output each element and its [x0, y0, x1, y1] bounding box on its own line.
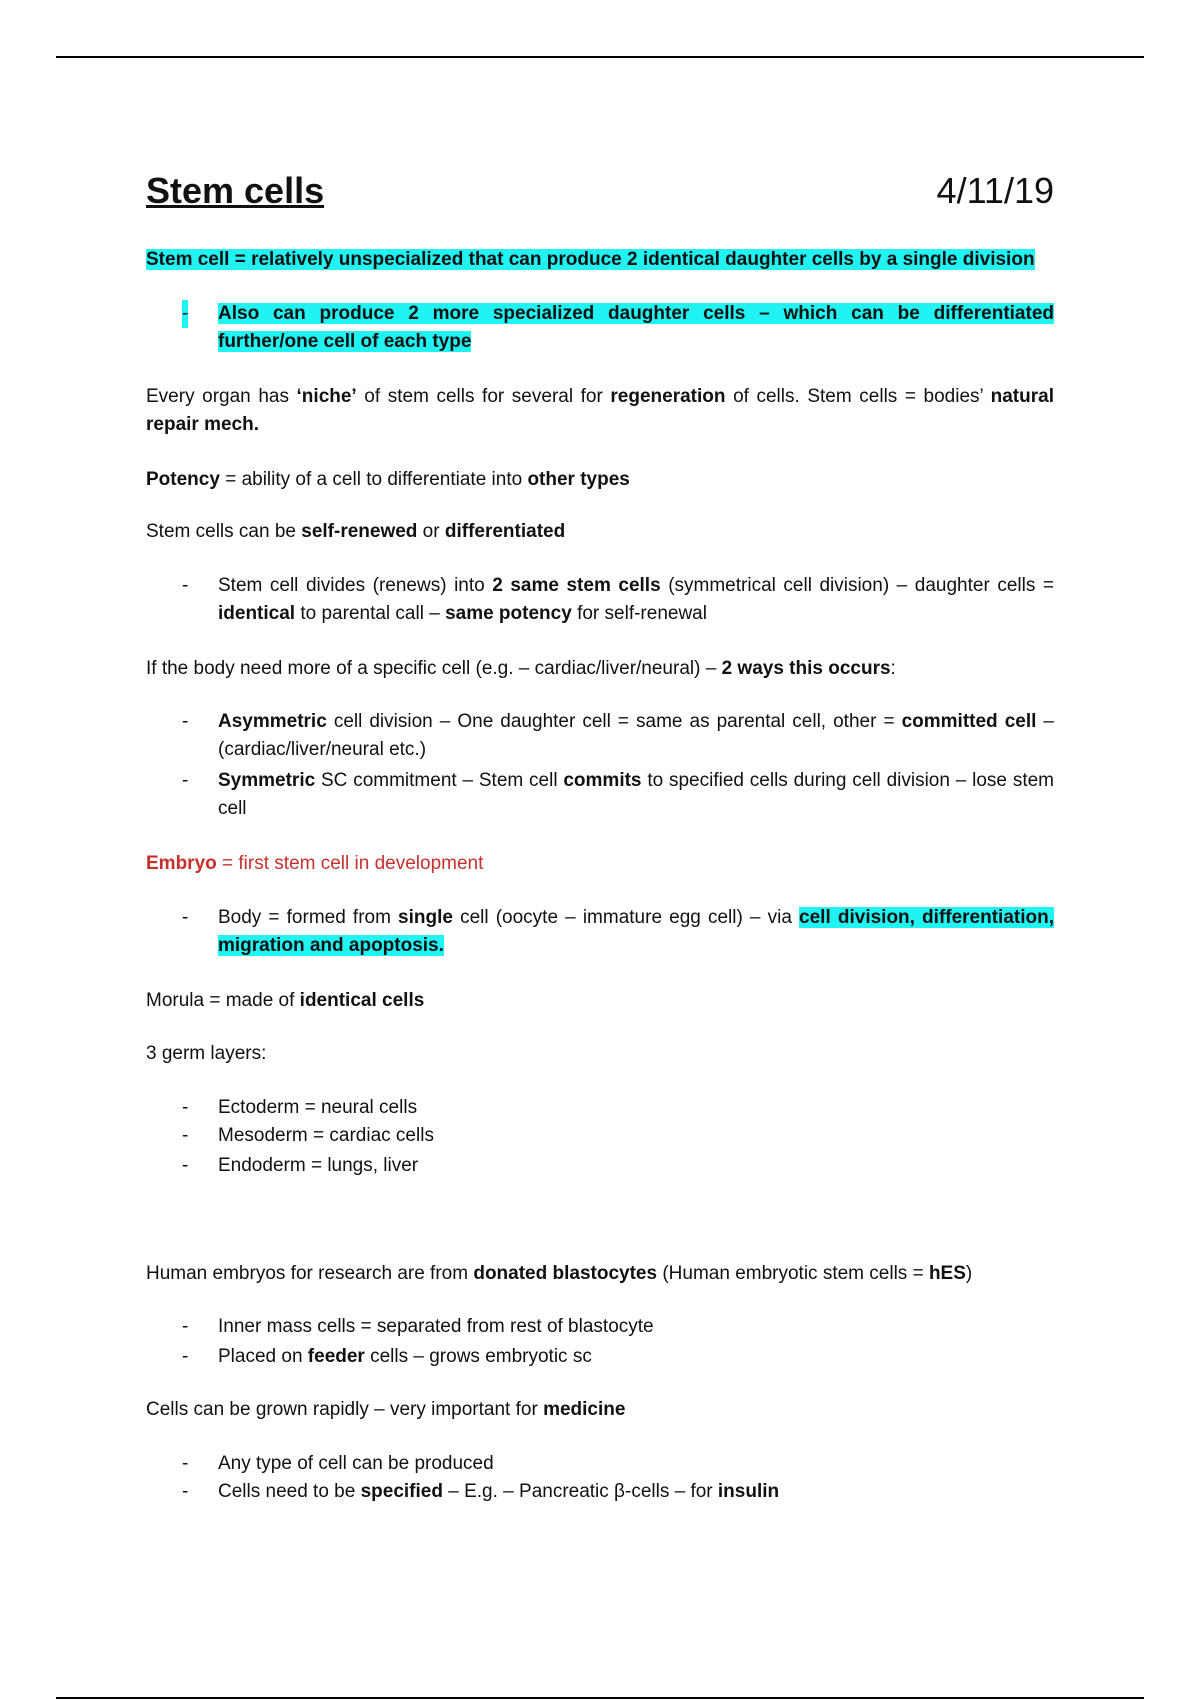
feeder-item: - Placed on feeder cells – grows embryotic sc [218, 1343, 1054, 1371]
bullet-dash: - [182, 1125, 189, 1146]
endoderm-item: - Endoderm = lungs, liver [218, 1152, 1054, 1180]
definition-paragraph: Stem cell = relatively unspecialized that can produce 2 identical daughter cells by a single division [146, 249, 1035, 270]
definition-bullet: - Also can produce 2 more specialized daughter cells – which can be differentiated further/one cell of each type [218, 300, 1054, 356]
mesoderm-item: - Mesoderm = cardiac cells [218, 1122, 1054, 1150]
bullet-dash: - [182, 1453, 189, 1474]
asymmetric-bullet: - Asymmetric cell division – One daughter cell = same as parental cell, other = committed cell – (cardiac/liver/neural etc.) [218, 708, 1054, 764]
symmetric-bullet: - Symmetric SC commitment – Stem cell commits to specified cells during cell division – lose stem cell [218, 767, 1054, 823]
bullet-dash: - [182, 300, 188, 328]
bullet-dash: - [182, 1481, 189, 1502]
potency-paragraph: Potency = ability of a cell to differentiate into other types [146, 469, 630, 490]
bullet-dash: - [182, 1097, 189, 1118]
niche-paragraph: Every organ has ‘niche’ of stem cells for several for regeneration of cells. Stem cells = bodies’ natural repair mech. [146, 386, 1054, 435]
renew-bullet: - Stem cell divides (renews) into 2 same stem cells (symmetrical cell division) – daughter cells = identical to parental call – same potency for self-renewal [218, 572, 1054, 628]
body-bullet: - Body = formed from single cell (oocyte – immature egg cell) – via cell division, differentiation, migration and apoptosis. [218, 904, 1054, 960]
title-row [146, 170, 1054, 220]
bullet-dash: - [182, 1155, 189, 1176]
bullet-dash: - [182, 770, 189, 791]
top-rule [56, 56, 1144, 58]
page-date: 4/11/19 [936, 170, 1054, 211]
bottom-rule [56, 1697, 1144, 1699]
embryo-paragraph: Embryo = first stem cell in development [146, 853, 484, 874]
page-title: Stem cells [146, 170, 325, 211]
ectoderm-item: - Ectoderm = neural cells [218, 1094, 1054, 1122]
grown-paragraph: Cells can be grown rapidly – very important for medicine [146, 1399, 626, 1420]
bullet-dash: - [182, 907, 189, 928]
germ-layers-heading: 3 germ layers: [146, 1043, 267, 1064]
any-type-item: - Any type of cell can be produced [218, 1450, 1054, 1478]
bullet-dash: - [182, 1316, 189, 1337]
self-renew-paragraph: Stem cells can be self-renewed or differentiated [146, 521, 566, 542]
bullet-dash: - [182, 711, 189, 732]
bullet-dash: - [182, 1346, 189, 1367]
specified-item: - Cells need to be specified – E.g. – Pancreatic β-cells – for insulin [218, 1478, 1054, 1506]
morula-paragraph: Morula = made of identical cells [146, 990, 425, 1011]
inner-mass-item: - Inner mass cells = separated from rest of blastocyte [218, 1313, 1054, 1341]
specific-cell-paragraph: If the body need more of a specific cell (e.g. – cardiac/liver/neural) – 2 ways this occurs: [146, 658, 896, 679]
bullet-dash: - [182, 575, 189, 596]
human-embryos-paragraph: Human embryos for research are from donated blastocytes (Human embryotic stem cells = hES) [146, 1263, 973, 1284]
